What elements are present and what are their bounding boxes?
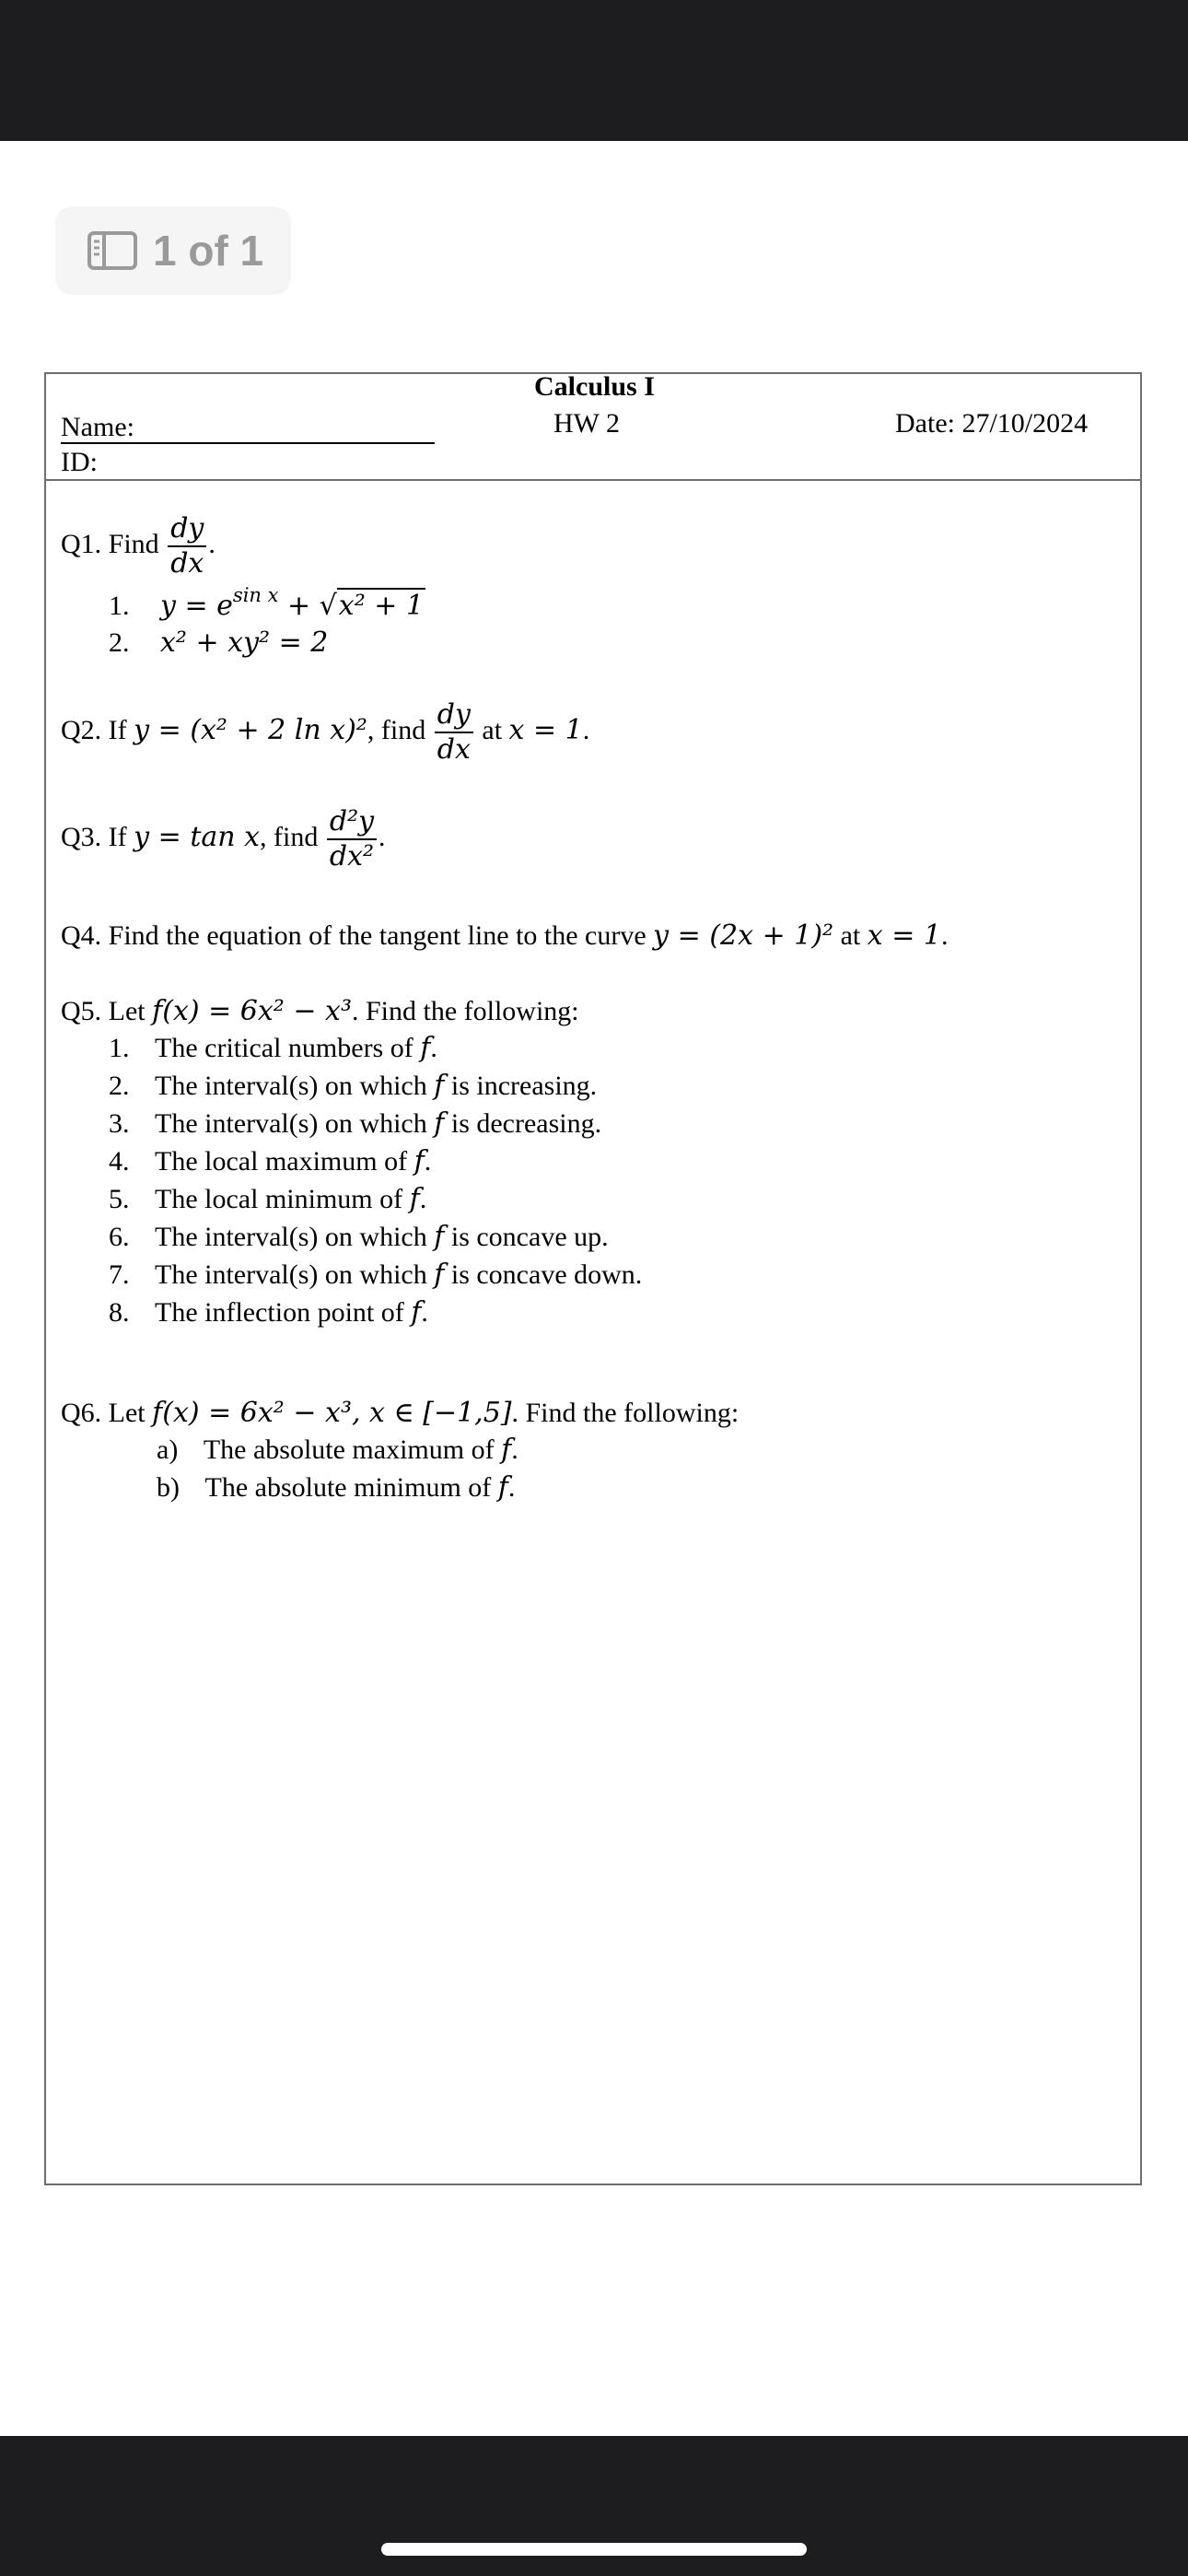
q2-derivative-fraction: $\frac{dy}{dx}$	[435, 698, 473, 767]
q1-item-1: 1. $y = e^{sin x} + √x^2 + 1$	[109, 584, 425, 622]
course-title: Calculus I	[534, 371, 655, 402]
q5-item-4: 4. The local maximum of f.	[109, 1145, 432, 1177]
question-6: Q6. Let f(x) = 6x² − x³, x ∈ [−1,5]. Find the following:	[61, 1397, 740, 1429]
q5-item-3: 3. The interval(s) on which f is decreasing.	[109, 1107, 602, 1140]
assignment-label: HW 2	[553, 408, 620, 439]
id-label: ID:	[61, 447, 98, 477]
question-4: Q4. Find the equation of the tangent line to the curve y = (2x + 1)² at x = 1.	[61, 919, 949, 952]
q3-second-derivative-fraction: $\frac{\text{d²y}}{\text{dx²}}$	[327, 805, 377, 873]
q5-item-7: 7. The interval(s) on which f is concave down.	[109, 1259, 643, 1291]
date-label: Date: 27/10/2024	[895, 408, 1089, 439]
q5-item-5: 5. The local minimum of f.	[109, 1183, 427, 1215]
q5-item-2: 2. The interval(s) on which f is increasing.	[109, 1070, 598, 1102]
question-3: Q3. If y = tan x, find $\frac{\text{d²y}}{\text{dx²}}$ .	[61, 805, 386, 872]
sidebar-toggle-icon	[87, 230, 138, 271]
q6-item-b: b) The absolute minimum of f.	[157, 1471, 516, 1504]
homework-sheet	[44, 372, 1142, 2185]
q5-item-1: 1. The critical numbers of f.	[109, 1032, 437, 1064]
q1-derivative-fraction: $\frac{dy}{dx}$	[168, 512, 206, 580]
header-divider	[46, 479, 1140, 481]
question-5: Q5. Let f(x) = 6x² − x³. Find the following:	[61, 995, 579, 1027]
top-status-bar	[0, 0, 1188, 141]
question-1: Q1. Find $\frac{dy}{dx}$ .	[61, 512, 215, 580]
home-indicator[interactable]	[381, 2543, 807, 2556]
q1-item-2: 2. x² + xy² = 2	[109, 626, 329, 659]
name-underline	[61, 442, 435, 444]
name-label: Name:	[61, 412, 134, 442]
page-indicator[interactable]	[55, 206, 291, 295]
q6-item-a: a) The absolute maximum of f.	[157, 1434, 518, 1466]
q5-item-8: 8. The inflection point of f.	[109, 1296, 428, 1329]
question-2: Q2. If y = (x² + 2 ln x)², find $\frac{dy}{dx}$ at x = 1.	[61, 698, 590, 766]
page-indicator-label: 1 of 1	[153, 227, 264, 275]
q5-item-6: 6. The interval(s) on which f is concave up.	[109, 1221, 609, 1253]
